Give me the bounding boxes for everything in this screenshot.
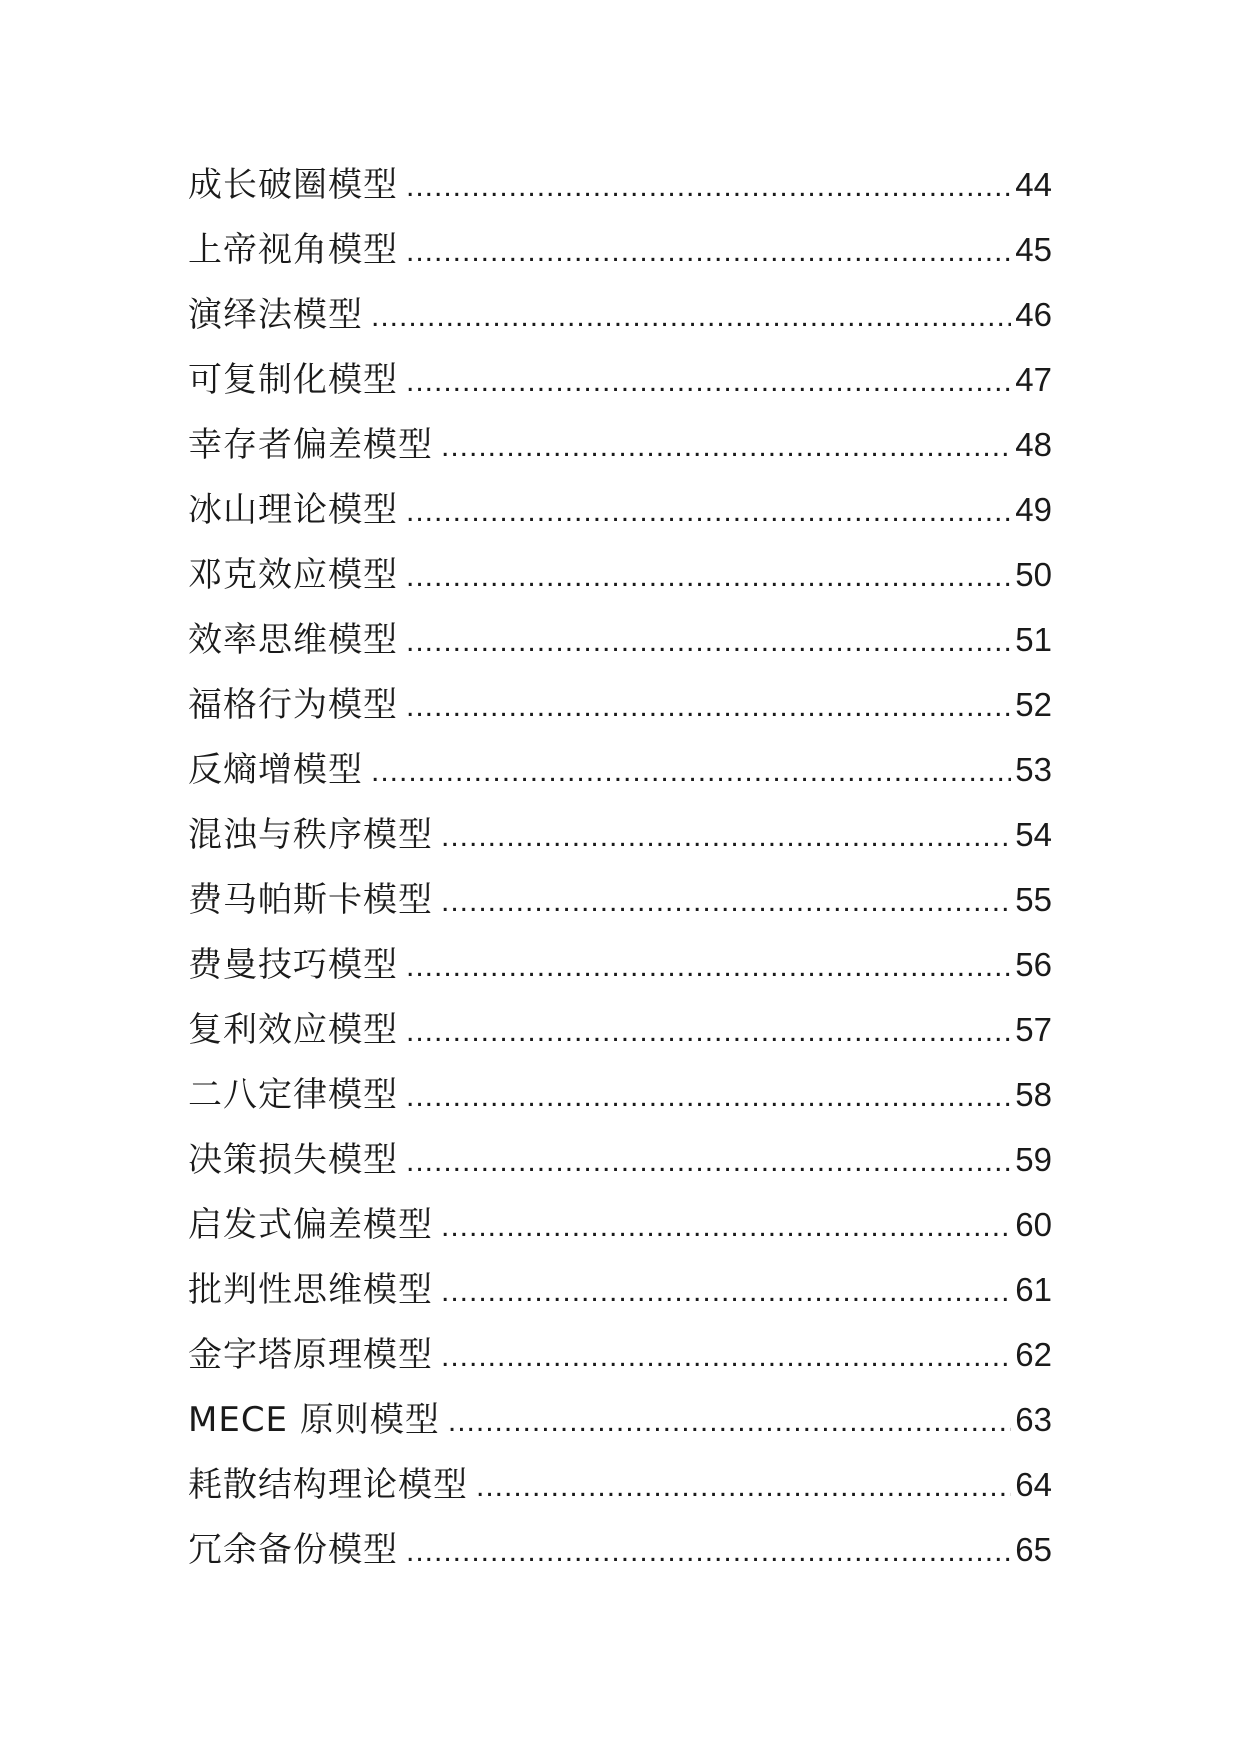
- toc-entry: [188, 737, 1052, 802]
- toc-entry-title: 上帝视角模型: [188, 230, 398, 270]
- toc-dot-leader: [371, 739, 1011, 804]
- toc-entry-title: 复利效应模型: [188, 1010, 398, 1050]
- toc-entry: [188, 1517, 1052, 1582]
- toc-entry-page: 53: [1015, 751, 1052, 788]
- toc-entry-page: 54: [1015, 816, 1052, 853]
- toc-entry-page: 51: [1015, 621, 1052, 658]
- toc-dot-leader: [406, 154, 1011, 219]
- toc-entry: [188, 477, 1052, 542]
- toc-entry-page: 65: [1015, 1531, 1052, 1568]
- toc-entry: [188, 1127, 1052, 1192]
- toc-dot-leader: [371, 284, 1011, 349]
- toc-entry-page: 63: [1015, 1401, 1052, 1438]
- toc-entry: [188, 802, 1052, 867]
- toc-dot-leader: [406, 934, 1011, 999]
- toc-entry: [188, 672, 1052, 737]
- toc-entry-title: 邓克效应模型: [188, 555, 398, 595]
- toc-entry-title: 金字塔原理模型: [188, 1335, 433, 1375]
- toc-entry: [188, 997, 1052, 1062]
- toc-entry-page: 64: [1015, 1466, 1052, 1503]
- toc-dot-leader: [441, 869, 1011, 934]
- toc-entry: [188, 932, 1052, 997]
- toc-entry: [188, 607, 1052, 672]
- toc-entry-title: 批判性思维模型: [188, 1270, 433, 1310]
- toc-dot-leader: [406, 674, 1011, 739]
- toc-entry-title: 反熵增模型: [188, 750, 363, 790]
- toc-entry-title: 效率思维模型: [188, 620, 398, 660]
- toc-entry-page: 59: [1015, 1141, 1052, 1178]
- toc-entry: [188, 1452, 1052, 1517]
- toc-dot-leader: [441, 804, 1011, 869]
- toc-entry-page: 47: [1015, 361, 1052, 398]
- toc-entry-title: 耗散结构理论模型: [188, 1465, 468, 1505]
- toc-dot-leader: [441, 1259, 1011, 1324]
- toc-entry-title: 成长破圈模型: [188, 165, 398, 205]
- toc-dot-leader: [406, 999, 1011, 1064]
- toc-dot-leader: [406, 544, 1011, 609]
- toc-entry: [188, 1322, 1052, 1387]
- toc-entry-title: 费曼技巧模型: [188, 945, 398, 985]
- toc-entry-title: 幸存者偏差模型: [188, 425, 433, 465]
- toc-entry: [188, 152, 1052, 217]
- toc-entry: [188, 1192, 1052, 1257]
- toc-entry-page: 50: [1015, 556, 1052, 593]
- toc-entry: [188, 1387, 1052, 1452]
- toc-entry: [188, 1062, 1052, 1127]
- toc-entry-page: 52: [1015, 686, 1052, 723]
- toc-entry-page: 58: [1015, 1076, 1052, 1113]
- toc-entry-title: 冰山理论模型: [188, 490, 398, 530]
- toc-entry-page: 56: [1015, 946, 1052, 983]
- toc-entry: [188, 867, 1052, 932]
- toc-entry-page: 55: [1015, 881, 1052, 918]
- toc-entry-title: 启发式偏差模型: [188, 1205, 433, 1245]
- toc-entry-page: 61: [1015, 1271, 1052, 1308]
- toc-entry: [188, 542, 1052, 607]
- toc-dot-leader: [406, 609, 1011, 674]
- toc-entry-title: 二八定律模型: [188, 1075, 398, 1115]
- toc-entry: [188, 347, 1052, 412]
- toc-dot-leader: [406, 479, 1011, 544]
- toc-entry-title: 决策损失模型: [188, 1140, 398, 1180]
- toc-entry-title: 演绎法模型: [188, 295, 363, 335]
- toc-entry-page: 60: [1015, 1206, 1052, 1243]
- toc-dot-leader: [441, 1324, 1011, 1389]
- toc-dot-leader: [441, 1194, 1011, 1259]
- toc-entry: [188, 412, 1052, 477]
- toc-entry: [188, 1257, 1052, 1322]
- toc-entry-title: 费马帕斯卡模型: [188, 880, 433, 920]
- toc-dot-leader: [476, 1454, 1011, 1519]
- toc-entry-page: 49: [1015, 491, 1052, 528]
- toc-entry: [188, 282, 1052, 347]
- toc-entry-title: 福格行为模型: [188, 685, 398, 725]
- toc-dot-leader: [441, 414, 1011, 479]
- toc-entry: [188, 217, 1052, 282]
- toc-dot-leader: [406, 1064, 1011, 1129]
- toc-dot-leader: [406, 1129, 1011, 1194]
- table-of-contents: [188, 152, 1052, 1582]
- toc-dot-leader: [448, 1389, 1011, 1454]
- toc-entry-title: 可复制化模型: [188, 360, 398, 400]
- toc-dot-leader: [406, 349, 1011, 414]
- toc-entry-title: 混浊与秩序模型: [188, 815, 433, 855]
- toc-entry-page: 48: [1015, 426, 1052, 463]
- toc-entry-page: 62: [1015, 1336, 1052, 1373]
- toc-dot-leader: [406, 219, 1011, 284]
- toc-entry-title: 冗余备份模型: [188, 1530, 398, 1570]
- toc-entry-page: 57: [1015, 1011, 1052, 1048]
- toc-entry-page: 44: [1015, 166, 1052, 203]
- toc-entry-page: 46: [1015, 296, 1052, 333]
- toc-dot-leader: [406, 1519, 1011, 1584]
- toc-entry-page: 45: [1015, 231, 1052, 268]
- toc-entry-title: MECE 原则模型: [188, 1400, 440, 1440]
